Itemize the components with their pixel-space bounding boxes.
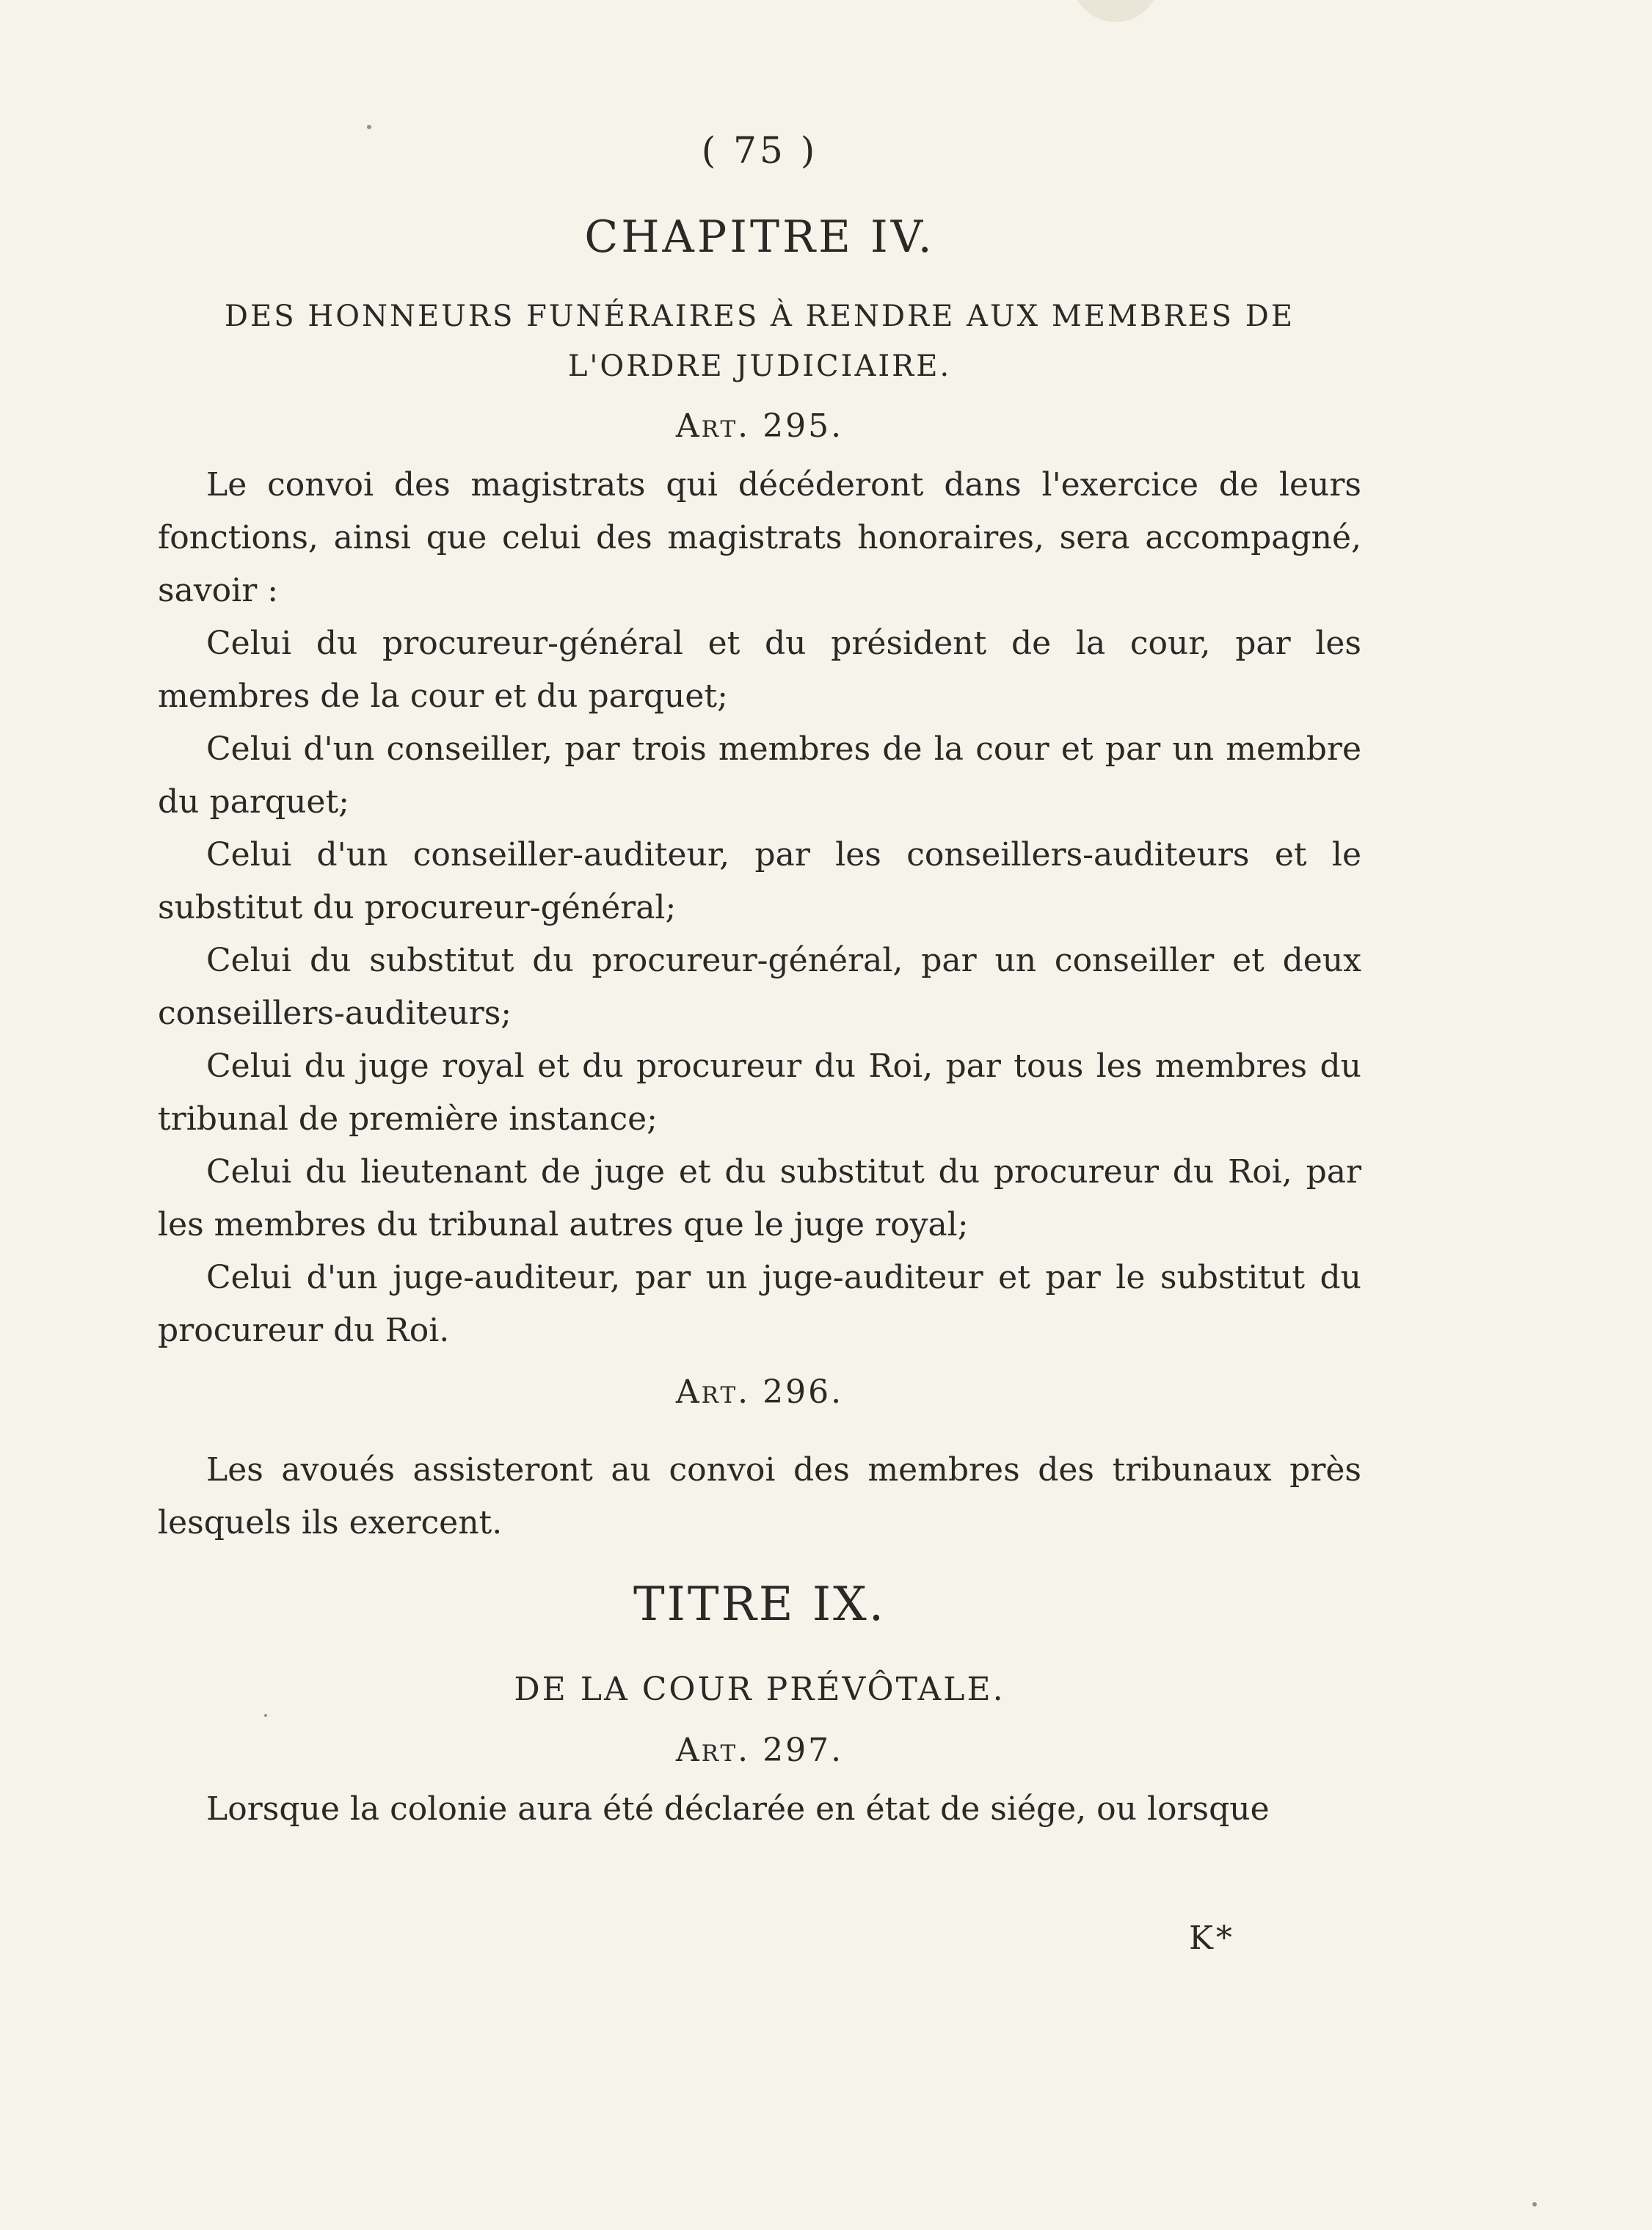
- article-297-label: Art. 297.: [675, 1732, 844, 1769]
- paragraph: Lorsque la colonie aura été déclarée en état de siége, ou lorsque: [206, 1790, 1270, 1828]
- chapter-subheading: [158, 291, 1361, 391]
- page-content: [158, 121, 1361, 1836]
- article-296-label: Art. 296.: [675, 1373, 844, 1411]
- title-subheading: DE LA COUR PRÉVÔTALE.: [514, 1671, 1005, 1708]
- paragraph: Celui du lieutenant de juge et du substitut du procureur du Roi, par les membres du tribunal autres que le juge royal;: [158, 1153, 1361, 1243]
- paper-speck: [1532, 2202, 1537, 2207]
- article-296-body: [158, 1444, 1361, 1550]
- paper-speck: [367, 125, 371, 129]
- title-heading: TITRE IX.: [633, 1577, 887, 1632]
- chapter-subheading-line-1: DES HONNEURS FUNÉRAIRES À RENDRE AUX MEMBRES DE: [224, 299, 1295, 333]
- article-295-body: [158, 459, 1361, 1357]
- paragraph: Le convoi des magistrats qui décéderont dans l'exercice de leurs fonctions, ainsi que celui des magistrats honoraires, sera accompagné, savoir :: [158, 466, 1361, 609]
- paragraph: Celui d'un conseiller-auditeur, par les conseillers-auditeurs et le substitut du procureur-général;: [158, 836, 1361, 926]
- paragraph: Celui du substitut du procureur-général, par un conseiller et deux conseillers-auditeurs;: [158, 942, 1361, 1032]
- paragraph: Celui d'un juge-auditeur, par un juge-auditeur et par le substitut du procureur du Roi.: [158, 1259, 1361, 1349]
- paragraph: Celui du juge royal et du procureur du Roi, par tous les membres du tribunal de première instance;: [158, 1047, 1361, 1138]
- paper-stain: [1071, 0, 1160, 22]
- paragraph: Celui du procureur-général et du président de la cour, par les membres de la cour et du parquet;: [158, 625, 1361, 715]
- chapter-subheading-line-2: L'ORDRE JUDICIAIRE.: [567, 349, 952, 383]
- paper-speck: [264, 1714, 267, 1717]
- article-297-body: [158, 1783, 1361, 1836]
- paragraph: Celui d'un conseiller, par trois membres de la cour et par un membre du parquet;: [158, 730, 1361, 821]
- chapter-heading: CHAPITRE IV.: [584, 211, 935, 263]
- page-number: ( 75 ): [701, 129, 818, 172]
- article-295-label: Art. 295.: [675, 407, 844, 445]
- paragraph: Les avoués assisteront au convoi des membres des tribunaux près lesquels ils exercent.: [158, 1451, 1361, 1541]
- signature-mark: K*: [1189, 1920, 1235, 1957]
